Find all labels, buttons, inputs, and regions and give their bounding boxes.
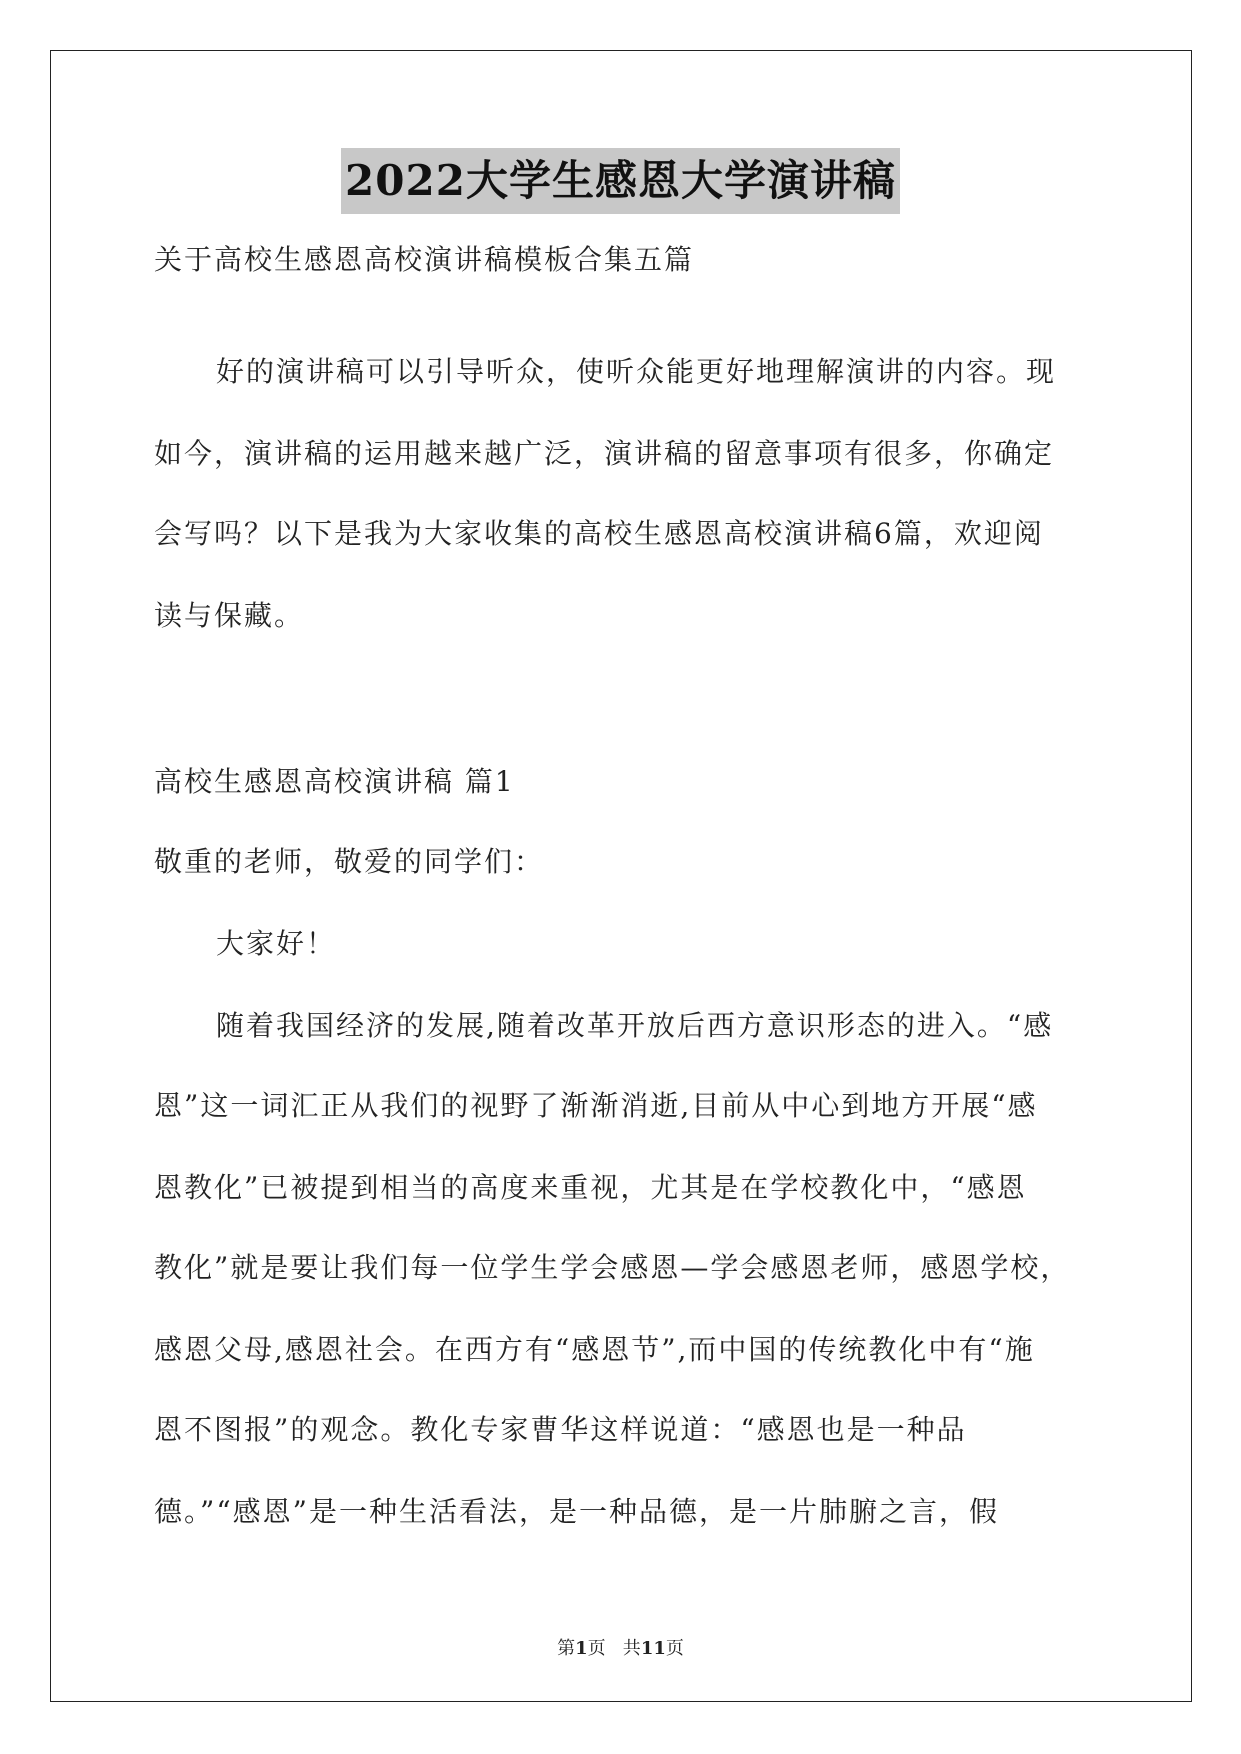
body-line-3: 恩教化”已被提到相当的高度来重视，尤其是在学校教化中，“感恩 — [154, 1171, 1027, 1204]
document-subtitle: 关于高校生感恩高校演讲稿模板合集五篇 — [154, 243, 695, 276]
body-line-7: 德。”“感恩”是一种生活看法，是一种品德，是一片肺腑之言，假 — [154, 1495, 999, 1528]
footer-page-prefix: 第 — [557, 1638, 576, 1659]
document-title: 2022大学生感恩大学演讲稿 — [341, 148, 900, 214]
intro-line-3: 会写吗？以下是我为大家收集的高校生感恩高校演讲稿6篇，欢迎阅 — [154, 517, 1044, 550]
section-heading: 高校生感恩高校演讲稿 篇1 — [154, 765, 515, 798]
footer-page-middle: 页 共 — [587, 1638, 641, 1659]
body-line-4: 教化”就是要让我们每一位学生学会感恩—学会感恩老师，感恩学校， — [154, 1251, 1071, 1284]
footer-page-suffix: 页 — [665, 1638, 684, 1659]
salutation: 敬重的老师，敬爱的同学们： — [154, 845, 545, 878]
footer-page-number: 1 — [575, 1638, 588, 1659]
body-line-1: 随着我国经济的发展,随着改革开放后西方意识形态的进入。“感 — [216, 1009, 1054, 1042]
intro-line-2: 如今，演讲稿的运用越来越广泛，演讲稿的留意事项有很多，你确定 — [154, 437, 1055, 470]
greeting: 大家好！ — [216, 927, 337, 960]
body-line-5: 感恩父母,感恩社会。在西方有“感恩节”,而中国的传统教化中有“施 — [154, 1333, 1035, 1366]
intro-line-1: 好的演讲稿可以引导听众，使听众能更好地理解演讲的内容。现 — [216, 355, 1057, 388]
intro-line-4: 读与保藏。 — [154, 599, 305, 632]
body-line-2: 恩”这一词汇正从我们的视野了渐渐消逝,目前从中心到地方开展“感 — [154, 1089, 1038, 1122]
title-container — [0, 148, 1241, 214]
body-line-6: 恩不图报”的观念。教化专家曹华这样说道：“感恩也是一种品 — [154, 1413, 967, 1446]
page-footer — [0, 1634, 1241, 1660]
footer-total-pages: 11 — [640, 1638, 666, 1659]
